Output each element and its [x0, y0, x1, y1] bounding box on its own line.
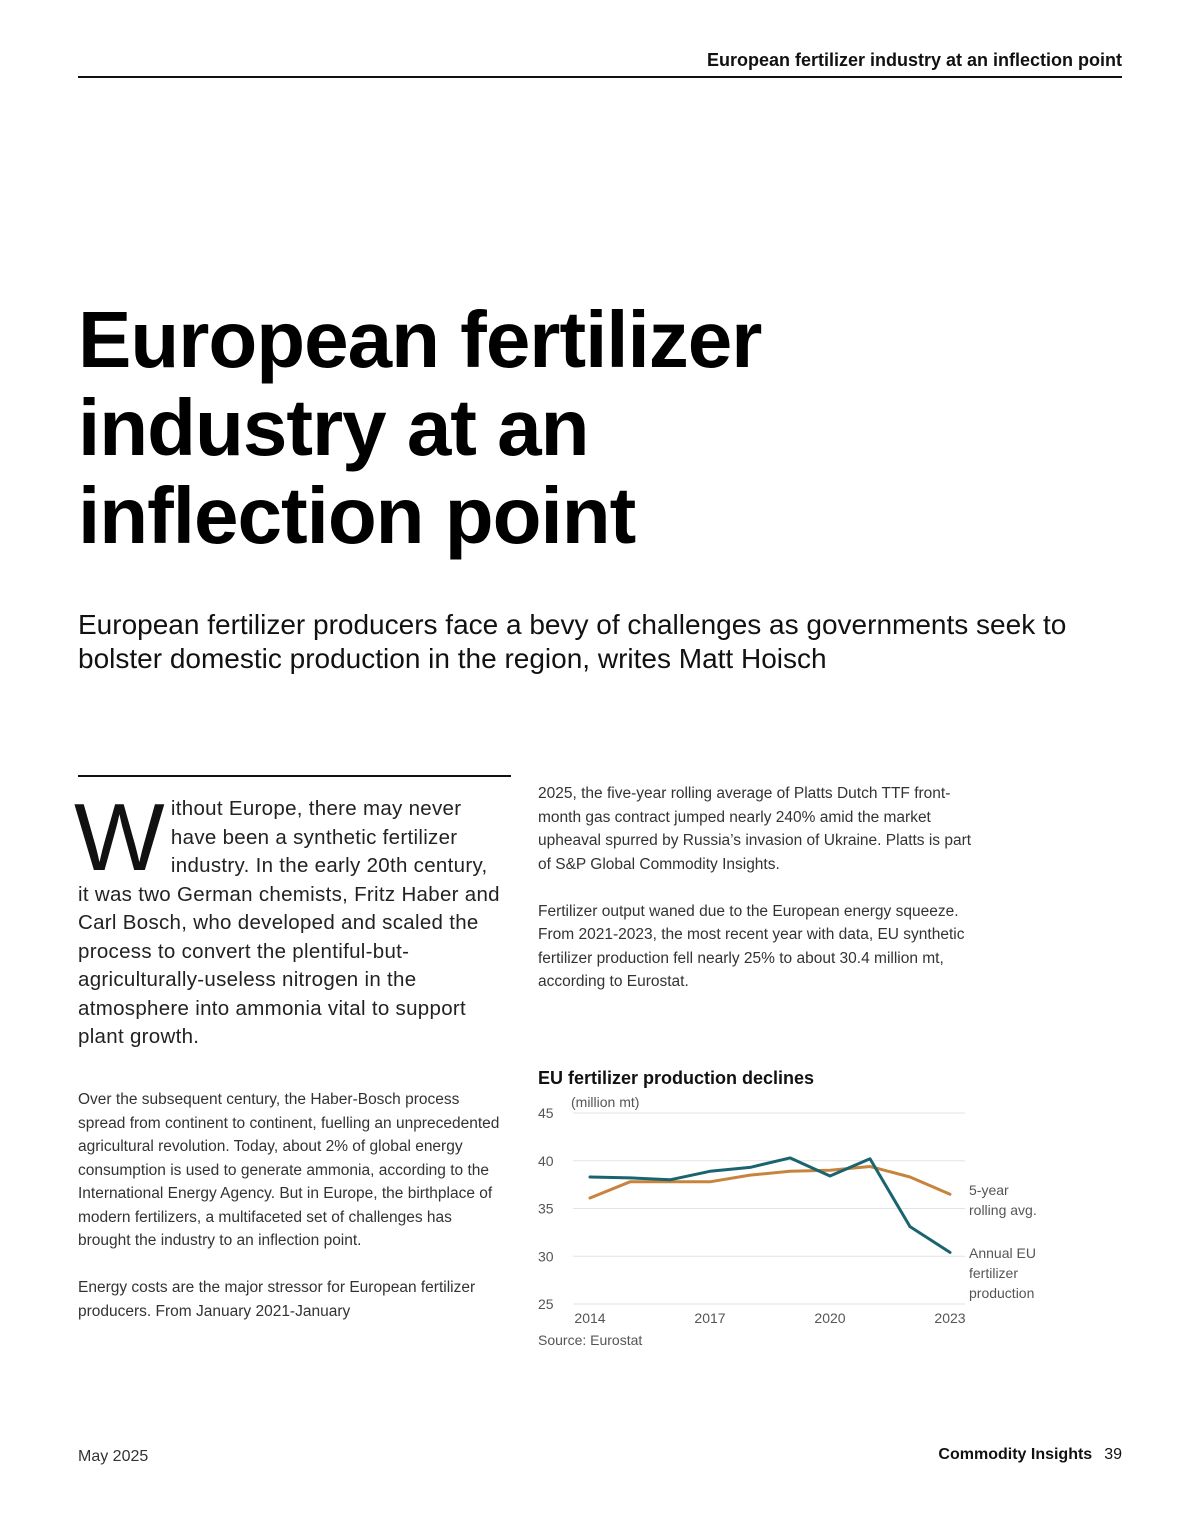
series-line-rolling-average: [590, 1167, 950, 1199]
series-label-line: Annual EU: [969, 1245, 1036, 1261]
production-line-chart: [530, 1092, 1070, 1357]
series-label-rolling-average: [969, 1182, 1037, 1218]
body-right-column: [538, 782, 978, 1017]
series-label-line: 5-year: [969, 1182, 1009, 1198]
footer-folio: [938, 1446, 1122, 1464]
series-label-line: production: [969, 1285, 1035, 1301]
x-tick-label: 2020: [814, 1310, 846, 1326]
footer-brand: Commodity Insights: [938, 1446, 1093, 1463]
chart-source: Source: Eurostat: [538, 1332, 643, 1348]
series-label-annual-production: [969, 1245, 1036, 1301]
x-tick-label: 2023: [934, 1310, 966, 1326]
x-tick-label: 2017: [694, 1310, 726, 1326]
title-line: European fertilizer: [78, 295, 762, 384]
drop-cap: W: [74, 784, 165, 891]
y-axis-unit-label: (million mt): [571, 1094, 640, 1110]
column-rule: [78, 775, 511, 777]
article-deck: European fertilizer producers face a bevy of challenges as governments seek to bolster domestic production in the region, writes Matt Hoisch: [78, 609, 1067, 674]
running-header: European fertilizer industry at an inflection point: [706, 50, 1122, 70]
x-tick-label: 2014: [574, 1310, 606, 1326]
y-tick-label: 30: [538, 1248, 554, 1265]
lede-paragraph: [74, 784, 503, 1052]
body-paragraph: Energy costs are the major stressor for European fertilizer producers. From January 2021-January: [78, 1279, 476, 1320]
y-tick-label: 35: [538, 1200, 554, 1217]
body-left-column: [78, 1088, 503, 1347]
body-paragraph: Fertilizer output waned due to the European energy squeeze. From 2021-2023, the most recent year with data, EU synthetic fertilizer production fell nearly 25% to about 30.4 million mt, according to Eurostat.: [538, 902, 965, 990]
y-tick-label: 25: [538, 1296, 554, 1312]
y-tick-label: 45: [538, 1105, 554, 1121]
chart-title: EU fertilizer production declines: [538, 1068, 815, 1088]
footer-date: May 2025: [78, 1448, 149, 1465]
body-paragraph: 2025, the five-year rolling average of Platts Dutch TTF front-month gas contract jumped nearly 240% amid the market upheaval spurred by Russia’s invasion of Ukraine. Platts is part of S&P Global Commodity Insights.: [538, 785, 972, 873]
series-label-line: rolling avg.: [969, 1202, 1037, 1218]
article-title: [78, 296, 978, 560]
page-number: 39: [1104, 1446, 1122, 1463]
body-paragraph: Over the subsequent century, the Haber-Bosch process spread from continent to continent, fuelling an unprecedented agricultural revolution. Today, about 2% of global energy consumption is used to generate ammonia, according to the International Energy Agency. But in Europe, the birthplace of modern fertilizers, a multifaceted set of challenges has brought the industry to an inflection point.: [78, 1091, 500, 1249]
title-line: inflection point: [78, 471, 636, 560]
title-line: industry at an: [78, 383, 589, 472]
lede-text: ithout Europe, there may never have been a synthetic fertilizer industry. In the early 20th century, it was two German chemists, Fritz Haber and Carl Bosch, who developed and scaled the process to convert the plentiful-but-agriculturally-useless nitrogen in the atmosphere into ammonia vital to support plant growth.: [78, 797, 500, 1048]
series-label-line: fertilizer: [969, 1265, 1019, 1281]
y-tick-label: 40: [538, 1152, 554, 1169]
header-rule: [78, 76, 1122, 78]
